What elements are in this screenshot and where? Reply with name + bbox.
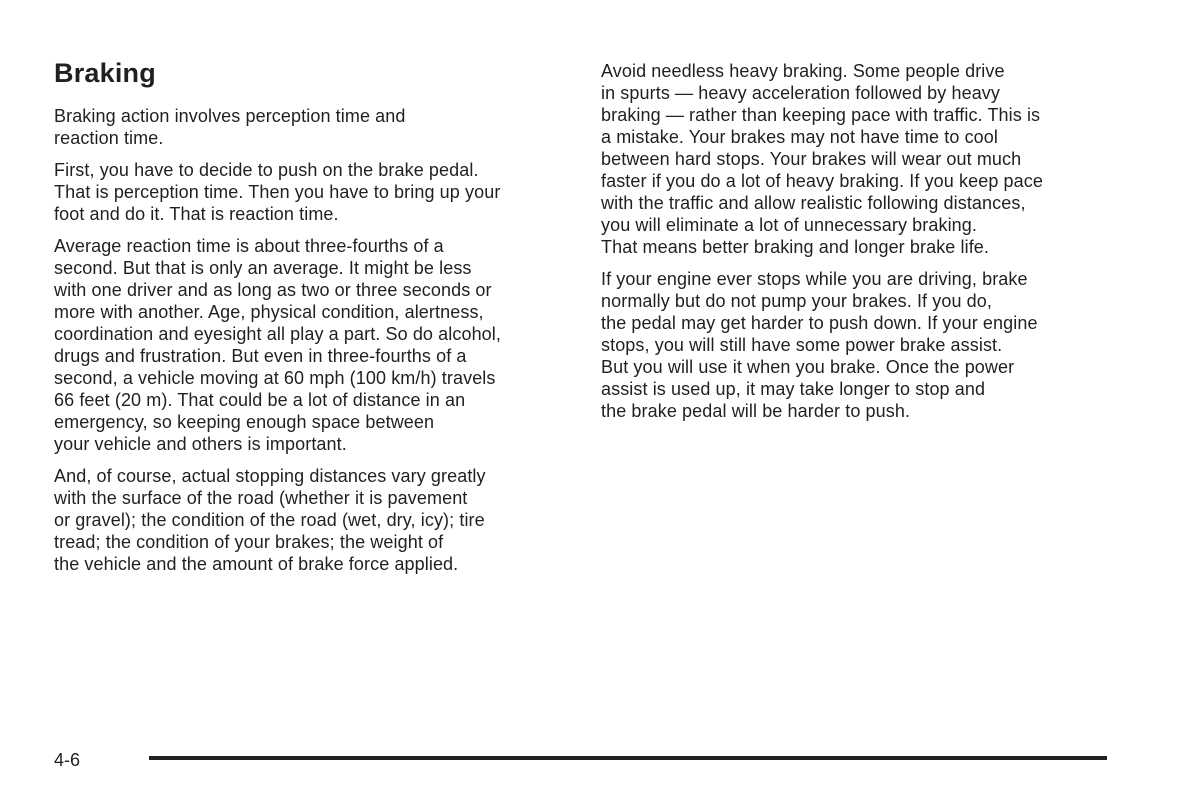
text-line: in spurts — heavy acceleration followed by heavy [601,83,1001,103]
text-line: coordination and eyesight all play a part. So do alcohol, [54,324,501,344]
text-line: That means better braking and longer brake life. [601,237,990,257]
text-line: the vehicle and the amount of brake force applied. [54,554,459,574]
text-line: Braking action involves perception time and [54,106,406,126]
text-line: with the traffic and allow realistic following distances, [601,193,1026,213]
text-line: a mistake. Your brakes may not have time to cool [601,127,999,147]
paragraph-heavy-braking [601,60,1141,258]
text-line: braking — rather than keeping pace with traffic. This is [601,105,1041,125]
footer-rule [149,756,1107,760]
text-line: And, of course, actual stopping distances vary greatly [54,466,486,486]
right-column [601,60,1141,432]
text-line: Average reaction time is about three-fourths of a [54,236,444,256]
paragraph-average-reaction [54,235,584,455]
text-line: stops, you will still have some power brake assist. [601,335,1003,355]
text-line: First, you have to decide to push on the brake pedal. [54,160,479,180]
text-line: drugs and frustration. But even in three-fourths of a [54,346,467,366]
text-line: your vehicle and others is important. [54,434,347,454]
text-line: But you will use it when you brake. Once the power [601,357,1015,377]
text-line: emergency, so keeping enough space between [54,412,435,432]
text-line: with one driver and as long as two or three seconds or [54,280,492,300]
text-line: tread; the condition of your brakes; the weight of [54,532,444,552]
text-line: the pedal may get harder to push down. If your engine [601,313,1038,333]
text-line: between hard stops. Your brakes will wear out much [601,149,1022,169]
text-line: Avoid needless heavy braking. Some people drive [601,61,1005,81]
page-title: Braking [54,58,156,88]
text-line: with the surface of the road (whether it is pavement [54,488,468,508]
page-number: 4-6 [54,750,81,770]
text-line: foot and do it. That is reaction time. [54,204,339,224]
paragraph-perception [54,105,584,149]
text-line: assist is used up, it may take longer to stop and [601,379,986,399]
paragraph-stopping-distances [54,465,584,575]
text-line: second. But that is only an average. It might be less [54,258,472,278]
left-column [54,105,584,585]
text-line: you will eliminate a lot of unnecessary braking. [601,215,977,235]
text-line: the brake pedal will be harder to push. [601,401,911,421]
text-line: faster if you do a lot of heavy braking. If you keep pace [601,171,1043,191]
text-line: or gravel); the condition of the road (wet, dry, icy); tire [54,510,485,530]
text-line: more with another. Age, physical condition, alertness, [54,302,484,322]
text-line: normally but do not pump your brakes. If you do, [601,291,993,311]
paragraph-engine-stops [601,268,1141,422]
paragraph-reaction-time [54,159,584,225]
text-line: If your engine ever stops while you are driving, brake [601,269,1028,289]
text-line: That is perception time. Then you have to bring up your [54,182,501,202]
text-line: reaction time. [54,128,164,148]
text-line: second, a vehicle moving at 60 mph (100 km/h) travels [54,368,496,388]
text-line: 66 feet (20 m). That could be a lot of distance in an [54,390,466,410]
